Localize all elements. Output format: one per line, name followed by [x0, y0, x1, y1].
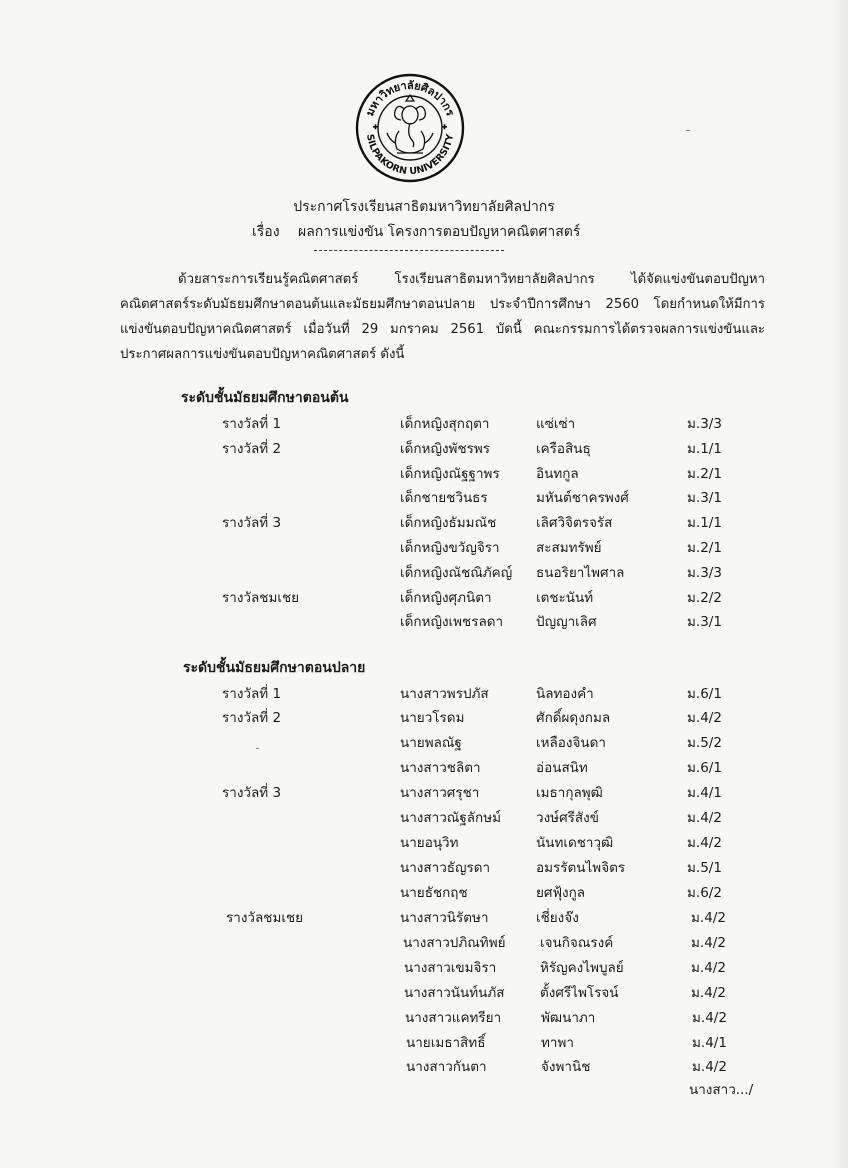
subject-label: เรื่อง — [252, 224, 280, 240]
student-first-name: นายวโรดม — [400, 710, 465, 726]
award-label: รางวัลที่ 3 — [222, 515, 282, 531]
student-last-name: วงษ์ศรีสังข์ — [536, 810, 599, 826]
ganesha-seal-icon — [355, 73, 465, 183]
student-first-name: นางสาวเขมจิรา — [404, 960, 497, 976]
student-class: ม.4/2 — [691, 985, 726, 1001]
student-last-name: อินทกูล — [536, 466, 579, 482]
seal-arc-bottom-text: SILPAKORN UNIVERSITY — [364, 133, 456, 178]
student-class: ม.1/1 — [687, 441, 722, 457]
section-heading-upper-secondary: ระดับชั้นมัธยมศึกษาตอนปลาย — [183, 660, 366, 676]
student-first-name: นายเมธาสิทธิ์ — [406, 1035, 486, 1051]
scan-edge-shadow — [830, 0, 848, 1168]
student-first-name: เด็กหญิงสุกฤตา — [400, 416, 490, 432]
student-last-name: นันทเดชาวุฒิ — [536, 835, 614, 851]
student-first-name: นางสาวนันท์นภัส — [404, 985, 505, 1001]
student-last-name: เครือสินธุ — [536, 441, 591, 457]
continued-marker: นางสาว.../ — [689, 1082, 754, 1098]
student-class: ม.3/3 — [687, 565, 722, 581]
student-last-name: เจนกิจณรงค์ — [540, 935, 614, 951]
scan-speck — [686, 130, 690, 131]
student-class: ม.4/2 — [691, 960, 726, 976]
student-first-name: นายธัชกฤช — [400, 885, 468, 901]
student-class: ม.2/1 — [687, 466, 722, 482]
header-divider — [314, 250, 504, 251]
student-first-name: เด็กหญิงธัมมณัช — [400, 515, 497, 531]
student-first-name: นางสาวศรุชา — [400, 785, 480, 801]
student-first-name: นางสาวกันตา — [406, 1059, 487, 1075]
student-last-name: ธนอริยาไพศาล — [536, 565, 625, 581]
award-label: รางวัลที่ 1 — [222, 416, 282, 432]
student-first-name: เด็กหญิงพัชรพร — [400, 441, 491, 457]
subject-text: ผลการแข่งขัน โครงการตอบปัญหาคณิตศาสตร์ — [298, 224, 581, 240]
student-last-name: อ่อนสนิท — [536, 760, 588, 776]
student-class: ม.2/1 — [687, 540, 722, 556]
section-heading-lower-secondary: ระดับชั้นมัธยมศึกษาตอนต้น — [181, 390, 349, 406]
student-last-name: พัฒนาภา — [541, 1010, 596, 1026]
student-first-name: นางสาวแคทรียา — [405, 1010, 502, 1026]
student-last-name: หิรัญคงไพบูลย์ — [540, 960, 624, 976]
seal-arc-top-text: มหาวิทยาลัยศิลปากร — [363, 78, 457, 118]
student-class: ม.4/2 — [691, 935, 726, 951]
award-label: รางวัลที่ 2 — [222, 441, 282, 457]
student-last-name: เตชะนันท์ — [536, 590, 594, 606]
student-last-name: จังพานิช — [541, 1059, 591, 1075]
student-first-name: นายอนุวิท — [400, 835, 459, 851]
student-first-name: เด็กชายชวินธร — [400, 490, 488, 506]
student-first-name: เด็กหญิงเพชรลดา — [400, 614, 504, 630]
student-class: ม.4/2 — [692, 1059, 727, 1075]
student-class: ม.4/1 — [692, 1035, 727, 1051]
award-label: รางวัลชมเชย — [222, 590, 300, 606]
student-class: ม.4/2 — [692, 1010, 727, 1026]
announcement-subject-line — [252, 221, 580, 243]
student-first-name: เด็กหญิงณัฐฐาพร — [400, 466, 500, 482]
student-class: ม.4/2 — [691, 910, 726, 926]
student-last-name: ตั้งศรีไพโรจน์ — [540, 985, 619, 1001]
student-last-name: เมธากุลพุฒิ — [536, 785, 603, 801]
student-last-name: เหลืองจินดา — [536, 735, 606, 751]
student-class: ม.1/1 — [687, 515, 722, 531]
student-first-name: เด็กหญิงณัชณิภัคญ์ — [400, 565, 513, 581]
student-first-name: นางสาวนิรัตษา — [400, 910, 489, 926]
student-last-name: ยศฟุ้งกูล — [536, 885, 586, 901]
student-class: ม.5/2 — [687, 735, 722, 751]
student-last-name: ปัญญาเลิศ — [536, 614, 597, 630]
student-first-name: นางสาวธัญรดา — [400, 860, 491, 876]
student-class: ม.4/2 — [687, 835, 722, 851]
student-last-name: นิลทองคำ — [536, 686, 594, 702]
student-class: ม.6/2 — [687, 885, 722, 901]
student-class: ม.3/1 — [687, 614, 722, 630]
announcement-title: ประกาศโรงเรียนสาธิตมหาวิทยาลัยศิลปากร — [293, 199, 555, 215]
student-first-name: นายพลณัฐ — [400, 735, 462, 751]
student-class: ม.6/1 — [687, 686, 722, 702]
student-first-name: เด็กหญิงศุภนิตา — [400, 590, 492, 606]
student-class: ม.2/2 — [687, 590, 722, 606]
student-class: ม.4/2 — [687, 810, 722, 826]
student-last-name: มหันต์ชาครพงศ์ — [536, 490, 629, 506]
student-last-name: เลิศวิจิตรจรัส — [536, 515, 613, 531]
student-last-name: ศักดิ์ผดุงกมล — [536, 710, 611, 726]
student-last-name: เชี่ยงจ๊ง — [536, 910, 579, 926]
award-label: รางวัลที่ 2 — [222, 710, 282, 726]
award-label: รางวัลที่ 3 — [222, 785, 282, 801]
student-class: ม.3/1 — [687, 490, 722, 506]
student-class: ม.3/3 — [687, 416, 722, 432]
student-last-name: ทาพา — [541, 1035, 574, 1051]
student-class: ม.4/1 — [687, 785, 722, 801]
award-label: รางวัลชมเชย — [226, 910, 304, 926]
student-last-name: สะสมทรัพย์ — [536, 540, 602, 556]
student-last-name: แซ่เซ่า — [536, 416, 576, 432]
student-first-name: นางสาวชลิตา — [400, 760, 481, 776]
award-label: รางวัลที่ 1 — [222, 686, 282, 702]
student-first-name: นางสาวพรปภัส — [400, 686, 489, 702]
scan-speck — [256, 748, 259, 749]
student-first-name: นางสาวปภิณทิพย์ — [403, 935, 506, 951]
student-class: ม.5/1 — [687, 860, 722, 876]
student-class: ม.4/2 — [687, 710, 722, 726]
student-last-name: อมรรัตนไพจิตร — [536, 860, 626, 876]
student-class: ม.6/1 — [687, 760, 722, 776]
announcement-paragraph: ด้วยสาระการเรียนรู้คณิตศาสตร์ โรงเรียนสาธิตมหาวิทยาลัยศิลปากร ได้จัดแข่งขันตอบปัญหาคณิตศาสตร์ระดับมัธยมศึกษาตอนต้นและมัธยมศึกษาตอนปลาย ประจำปีการศึกษา 2560 โดยกำหนดให้มีการแข่งขันตอบปัญหาคณิตศาสตร์ เมื่อวันที่ 29 มกราคม 2561 บัดนี้ คณะกรรมการได้ตรวจผลการแข่งขันและประกาศผลการแข่งขันตอบปัญหาคณิตศาสตร์ ดังนี้ — [120, 272, 765, 362]
student-first-name: เด็กหญิงขวัญจิรา — [400, 540, 500, 556]
student-first-name: นางสาวณัฐลักษม์ — [400, 810, 502, 826]
